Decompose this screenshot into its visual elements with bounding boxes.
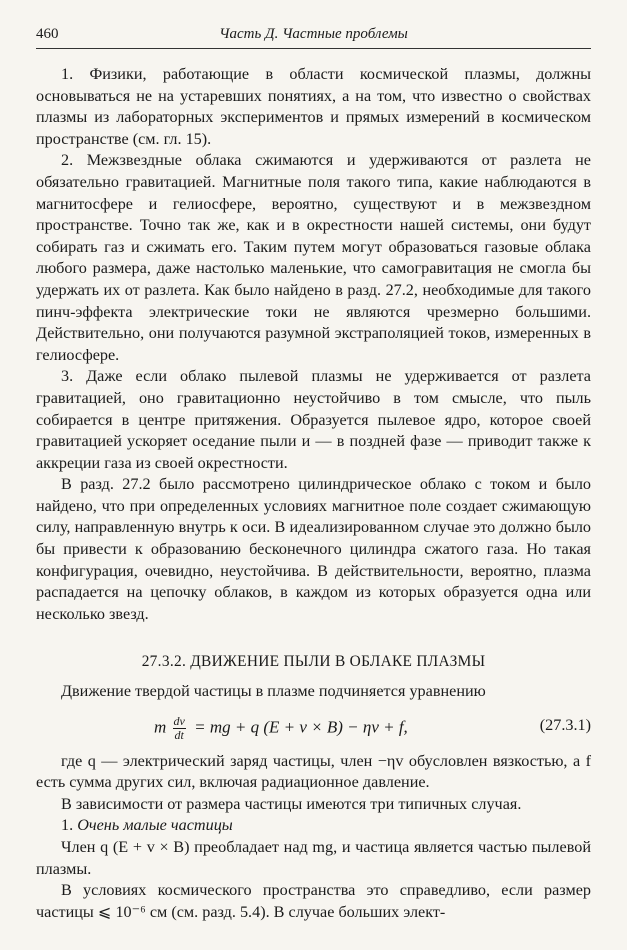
case-1-label: 1. (61, 816, 78, 835)
page-number: 460 (36, 26, 59, 42)
case-1-paragraph: Член q (E + v × B) преобладает над mg, и частица является частью пылевой плазмы. (36, 838, 591, 878)
paragraph-3: 3. Даже если облако пылевой плазмы не удерживается от разлета гравитацией, оно гравитационно неустойчиво в том смысле, что пыль собирается в центре притяжения. Образуется пылевое ядро, которое своей гравитацией ускоряет оседание пыли и — в поздней фазе — приводит также к аккреции газа из своей окрестности. (36, 367, 591, 472)
running-title: Часть Д. Частные проблемы (219, 26, 408, 42)
eq-frac-num: dv (173, 713, 185, 728)
page-header (36, 26, 591, 49)
section-title: 27.3.2. ДВИЖЕНИЕ ПЫЛИ В ОБЛАКЕ ПЛАЗМЫ (141, 653, 486, 671)
after-equation-paragraph: где q — электрический заряд частицы, член −ηv обусловлен вязкостью, а f есть сумма других сил, включая радиационное давление. (36, 751, 591, 792)
eq-rhs: = mg + q (E + v × B) − ηv + f, (194, 717, 408, 737)
cases-paragraph: В зависимости от размера частицы имеются три типичных случая. (61, 794, 522, 813)
eq-frac-den: dt (174, 727, 184, 742)
intro-paragraph: Движение твердой частицы в плазме подчиняется уравнению (61, 682, 486, 701)
eq-derivative (173, 715, 186, 742)
paragraph-2: 2. Межзвездные облака сжимаются и удерживаются от разлета не обязательно гравитацией. Магнитные поля такого типа, какие наблюдаются в магнитосфере и гелиосфере, вероятно, существуют и в межзвездном пространстве. Точно так же, как и в окрестности нашей системы, они будут собирать газ и сжимать его. Таким путем могут образоваться газовые облака любого размера, даже настолько маленькие, что самогравитация не смогла бы удержать их от разлета. Как было найдено в разд. 27.2, необходимые для такого пинч-эффекта электрические токи не являются чрезмерно большими. Действительно, они получаются разумной экстраполяцией токов, измеренных в гелиосфере. (36, 151, 591, 364)
equation-27-3-1 (36, 707, 591, 747)
page-body (36, 64, 591, 923)
paragraph-1: 1. Физики, работающие в области космической плазмы, должны основываться не на устаревших понятиях, а на том, что известно о свойствах плазмы из лабораторных экспериментов и прямых измерений в космическом пространстве (см. гл. 15). (36, 65, 591, 148)
last-paragraph: В условиях космического пространства это справедливо, если размер частицы ⩽ 10⁻⁶ см (см. разд. 5.4). В случае больших элект- (36, 881, 591, 921)
eq-mass: m (154, 717, 167, 737)
paragraph-4: В разд. 27.2 было рассмотрено цилиндрическое облако с током и было найдено, что при определенных условиях магнитное поле создает сжимающую силу, направленную внутрь к оси. В идеализированном случае это должно было бы привести к образованию бесконечного цилиндра сжатого газа. Но такая конфигурация, очевидно, неустойчива. В действительности, вероятно, плазма распадается на цепочку облаков, в каждом из которых образуется одна или несколько звезд. (36, 475, 591, 623)
case-1-title: Очень малые частицы (77, 816, 233, 835)
equation-number: (27.3.1) (539, 715, 591, 734)
equation-formula (154, 715, 408, 742)
case-1-heading (36, 815, 591, 837)
